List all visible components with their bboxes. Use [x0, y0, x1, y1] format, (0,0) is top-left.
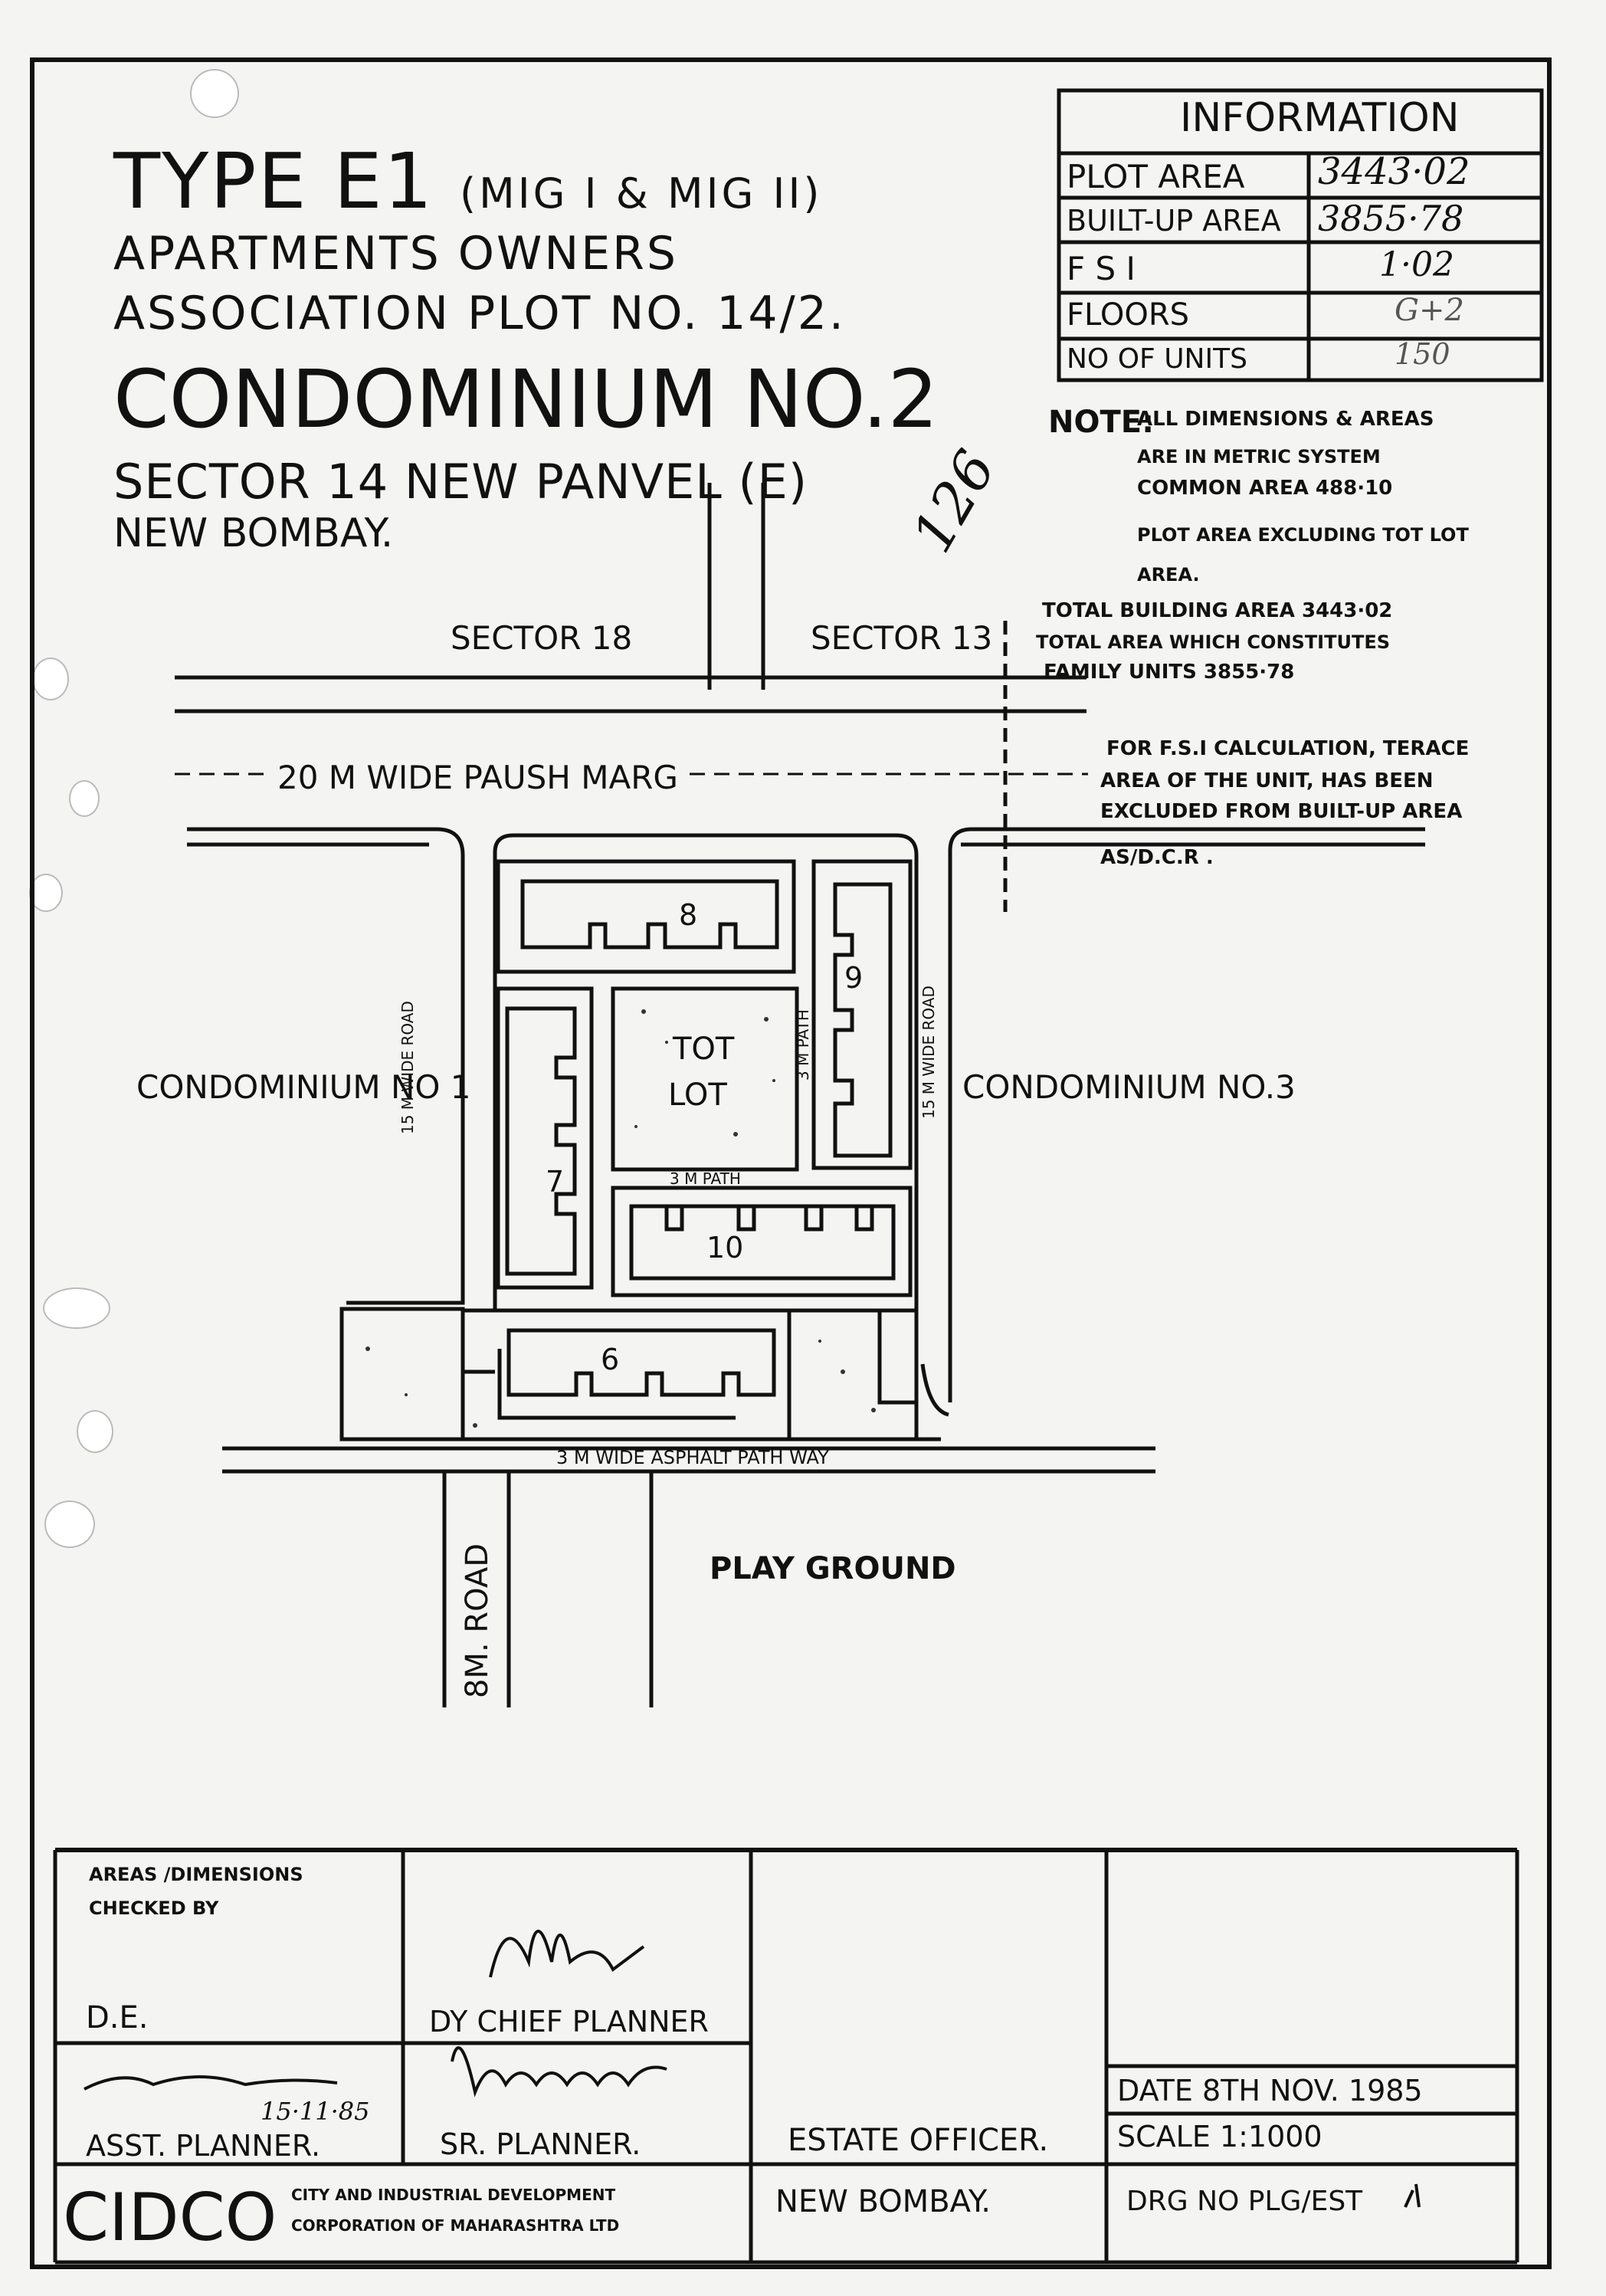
main-road-label: 20 M WIDE PAUSH MARG	[273, 759, 683, 796]
building-number: 8	[679, 898, 698, 932]
note-line: AREA.	[1137, 564, 1200, 585]
asst-planner-label: ASST. PLANNER.	[86, 2129, 321, 2163]
note-line: COMMON AREA 488·10	[1137, 477, 1393, 500]
tot-lot-label: LOT	[668, 1077, 727, 1113]
title-line-2: APARTMENTS OWNERS	[113, 227, 678, 280]
sector-18-label: SECTOR 18	[451, 619, 633, 657]
building-number: 6	[601, 1343, 620, 1376]
handwritten-number: 126	[899, 439, 1008, 563]
cidco-logo-text: CIDCO	[63, 2180, 277, 2256]
info-row-label: FLOORS	[1067, 297, 1190, 333]
info-row-value: 1·02	[1379, 245, 1454, 284]
path-horizontal-label: 3 M PATH	[670, 1169, 741, 1188]
info-row-label: BUILT-UP AREA	[1067, 204, 1281, 238]
cidco-full-name: CORPORATION OF MAHARASHTRA LTD	[291, 2216, 620, 2235]
condominium-title: CONDOMINIUM NO.2	[113, 353, 939, 446]
title-line-3: ASSOCIATION PLOT NO. 14/2.	[113, 287, 846, 340]
note-line: TOTAL BUILDING AREA 3443·02	[1042, 599, 1393, 622]
pathway-label: 3 M WIDE ASPHALT PATH WAY	[556, 1447, 829, 1468]
fsi-note-line: EXCLUDED FROM BUILT-UP AREA	[1100, 800, 1463, 823]
sector-line: SECTOR 14 NEW PANVEL (E)	[113, 454, 808, 510]
sector-13-label: SECTOR 13	[811, 619, 993, 657]
info-row-label: NO OF UNITS	[1067, 343, 1247, 375]
city-line: NEW BOMBAY.	[113, 510, 394, 556]
info-row-label: F S I	[1067, 250, 1136, 287]
info-row-value: G+2	[1395, 293, 1464, 328]
bottom-road-label: 8M. ROAD	[460, 1543, 495, 1698]
fsi-note-line: FOR F.S.I CALCULATION, TERACE	[1106, 737, 1470, 760]
play-ground-label: PLAY GROUND	[710, 1551, 956, 1586]
condominium-3-label: CONDOMINIUM NO.3	[962, 1068, 1296, 1106]
information-heading: INFORMATION	[1180, 95, 1460, 141]
new-bombay-label: NEW BOMBAY.	[775, 2184, 991, 2219]
fsi-note-line: AS/D.C.R .	[1100, 846, 1214, 869]
note-label: NOTE:	[1048, 405, 1155, 440]
note-line: ARE IN METRIC SYSTEM	[1137, 446, 1381, 467]
plan-type-title: TYPE E1 (MIG I & MIG II)	[113, 136, 823, 226]
fsi-note-line: AREA OF THE UNIT, HAS BEEN	[1100, 769, 1434, 792]
note-line: PLOT AREA EXCLUDING TOT LOT	[1137, 524, 1469, 546]
building-number: 7	[546, 1165, 565, 1199]
note-line: ALL DIMENSIONS & AREAS	[1137, 408, 1434, 431]
note-line: FAMILY UNITS 3855·78	[1044, 661, 1295, 684]
areas-checked-label: CHECKED BY	[89, 1897, 219, 1919]
road-left-label: 15 M WIDE ROAD	[398, 1001, 417, 1134]
date-field: DATE 8TH NOV. 1985	[1117, 2074, 1423, 2107]
estate-officer-label: ESTATE OFFICER.	[788, 2123, 1049, 2158]
de-label: D.E.	[86, 2000, 149, 2035]
sr-planner-label: SR. PLANNER.	[440, 2127, 641, 2161]
scale-field: SCALE 1:1000	[1117, 2120, 1322, 2153]
path-vertical-label: 3 M PATH	[794, 1009, 812, 1081]
tot-lot-label: TOT	[673, 1032, 735, 1067]
asst-planner-date: 15·11·85	[261, 2097, 370, 2126]
building-number: 10	[706, 1231, 744, 1264]
info-row-value: 3855·78	[1318, 198, 1464, 239]
plan-type-subtitle: (MIG I & MIG II)	[460, 169, 823, 218]
info-row-label: PLOT AREA	[1067, 158, 1245, 195]
info-row-value: 150	[1395, 337, 1450, 371]
note-line: TOTAL AREA WHICH CONSTITUTES	[1036, 631, 1391, 653]
drawing-number-field: DRG NO PLG/EST	[1126, 2186, 1363, 2217]
road-right-label: 15 M WIDE ROAD	[919, 986, 938, 1119]
info-row-value: 3443·02	[1318, 150, 1470, 193]
condominium-1-label: CONDOMINIUM NO 1	[136, 1068, 471, 1106]
building-number: 9	[844, 961, 864, 995]
dy-chief-planner-label: DY CHIEF PLANNER	[429, 2005, 709, 2039]
areas-checked-label: AREAS /DIMENSIONS	[89, 1864, 303, 1885]
cidco-full-name: CITY AND INDUSTRIAL DEVELOPMENT	[291, 2186, 616, 2204]
